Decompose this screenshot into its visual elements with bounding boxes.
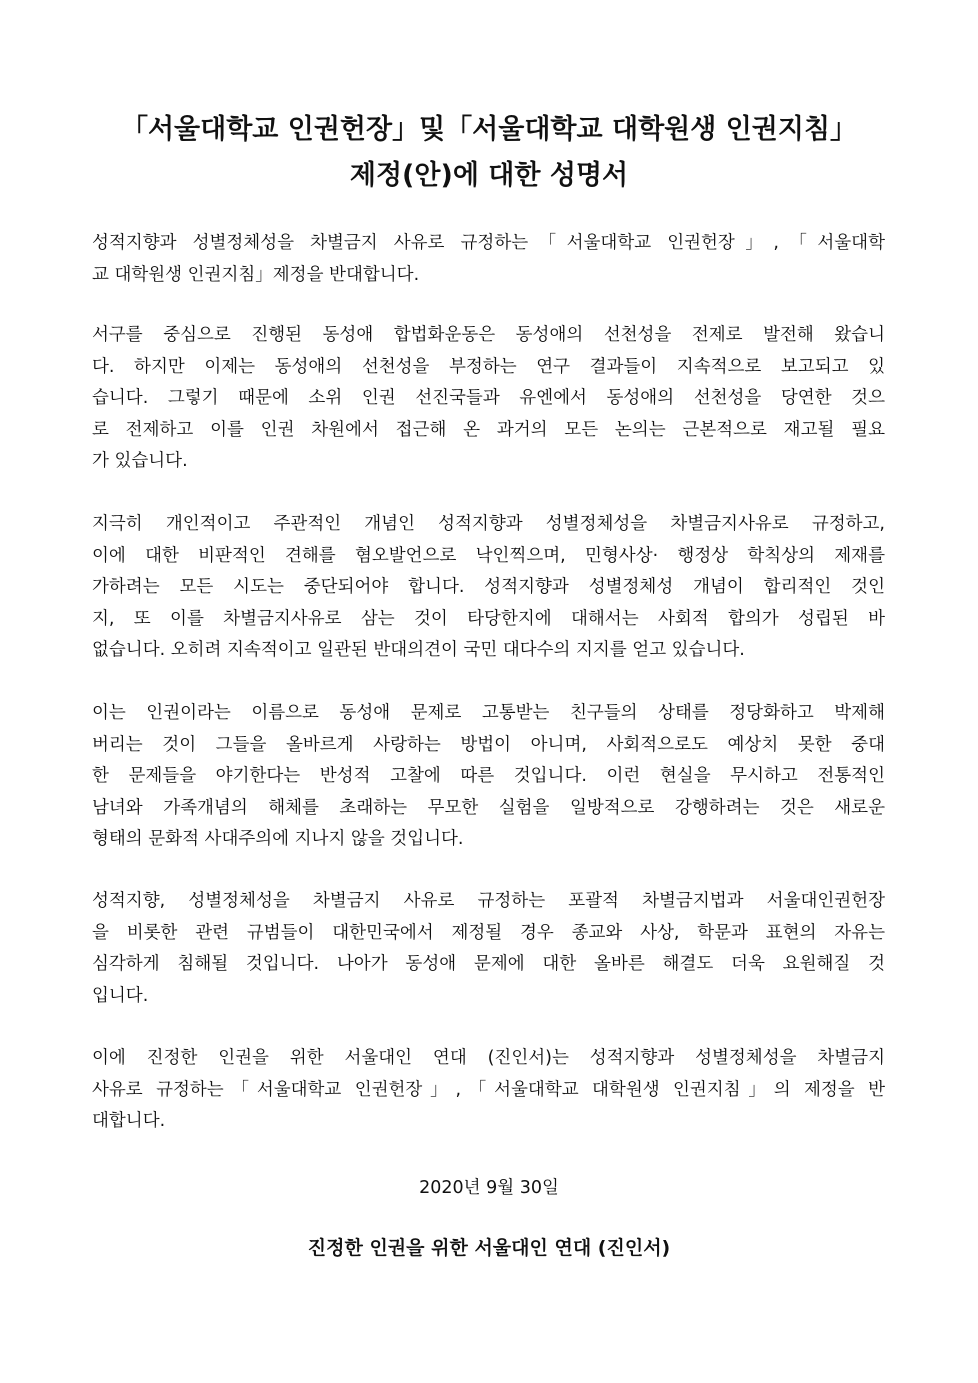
paragraph-line: 지극히 개인적이고 주관적인 개념인 성적지향과 성별정체성을 차별금지사유로 규정하고,: [92, 514, 885, 534]
paragraph-6: [92, 1043, 885, 1138]
paragraph-3: [92, 509, 885, 667]
paragraph-4: [92, 698, 885, 856]
paragraph-line: 한 문제들을 야기한다는 반성적 고찰에 따른 것입니다. 이런 현실을 무시하고 전통적인: [92, 766, 885, 786]
paragraph-5: [92, 886, 885, 1012]
paragraph-line: 가 있습니다.: [92, 451, 188, 471]
paragraph-1: [92, 228, 885, 291]
paragraph-line: 다. 하지만 이제는 동성애의 선천성을 부정하는 연구 결과들이 지속적으로 보고되고 있: [92, 356, 885, 377]
document-title-line-2: 제정(안)에 대한 성명서: [349, 160, 629, 191]
paragraph-line: 로 전제하고 이를 인권 차원에서 접근해 온 과거의 모든 논의는 근본적으로 재고될 필요: [92, 419, 885, 440]
document-title-line-1: 「서울대학교 인권헌장」및「서울대학교 대학원생 인권지침」: [120, 114, 858, 145]
paragraph-line: 남녀와 가족개념의 해체를 초래하는 무모한 실험을 일방적으로 강행하려는 것은 새로운: [92, 797, 885, 818]
paragraph-line: 심각하게 침해될 것입니다. 나아가 동성애 문제에 대한 올바른 해결도 더욱 요원해질 것: [92, 954, 885, 974]
paragraph-line: 이에 진정한 인권을 위한 서울대인 연대 (진인서)는 성적지향과 성별정체성을 차별금지: [92, 1048, 885, 1068]
paragraph-line: 습니다. 그렇기 때문에 소위 인권 선진국들과 유엔에서 동성애의 선천성을 당연한 것으: [92, 388, 885, 408]
paragraph-line: 교 대학원생 인권지침」제정을 반대합니다.: [92, 264, 420, 285]
paragraph-line: 을 비롯한 관련 규범들이 대한민국에서 제정될 경우 종교와 사상, 학문과 표현의 자유는: [92, 922, 885, 943]
paragraph-line: 버리는 것이 그들을 올바르게 사랑하는 방법이 아니며, 사회적으로도 예상치 못한 중대: [92, 734, 885, 755]
paragraph-2: [92, 320, 885, 478]
paragraph-line: 서구를 중심으로 진행된 동성애 합법화운동은 동성애의 선천성을 전제로 발전해 왔습니: [92, 325, 885, 345]
paragraph-line: 없습니다. 오히려 지속적이고 일관된 반대의견이 국민 대다수의 지지를 얻고 있습니다.: [92, 640, 745, 660]
paragraph-line: 대합니다.: [92, 1111, 166, 1131]
paragraph-line: 지, 또 이를 차별금지사유로 삼는 것이 타당한지에 대해서는 사회적 합의가 성립된 바: [92, 608, 885, 629]
paragraph-line: 성적지향, 성별정체성을 차별금지 사유로 규정하는 포괄적 차별금지법과 서울대인권헌장: [92, 891, 885, 911]
paragraph-line: 사유로 규정하는「서울대학교 인권헌장」,「서울대학교 대학원생 인권지침」의 제정을 반: [92, 1079, 885, 1100]
paragraph-line: 이는 인권이라는 이름으로 동성애 문제로 고통받는 친구들의 상태를 정당화하고 박제해: [92, 703, 885, 723]
paragraph-line: 가하려는 모든 시도는 중단되어야 합니다. 성적지향과 성별정체성 개념이 합리적인 것인: [92, 577, 885, 597]
paragraph-line: 성적지향과 성별정체성을 차별금지 사유로 규정하는「서울대학교 인권헌장」,「서울대학: [92, 233, 885, 253]
paragraph-line: 이에 대한 비판적인 견해를 혐오발언으로 낙인찍으며, 민형사상· 행정상 학칙상의 제재를: [92, 545, 885, 566]
statement-date: 2020년 9월 30일: [419, 1178, 559, 1198]
paragraph-line: 형태의 문화적 사대주의에 지나지 않을 것입니다.: [92, 829, 464, 849]
signatory-organization: 진정한 인권을 위한 서울대인 연대 (진인서): [307, 1237, 671, 1259]
paragraph-line: 입니다.: [92, 985, 149, 1006]
